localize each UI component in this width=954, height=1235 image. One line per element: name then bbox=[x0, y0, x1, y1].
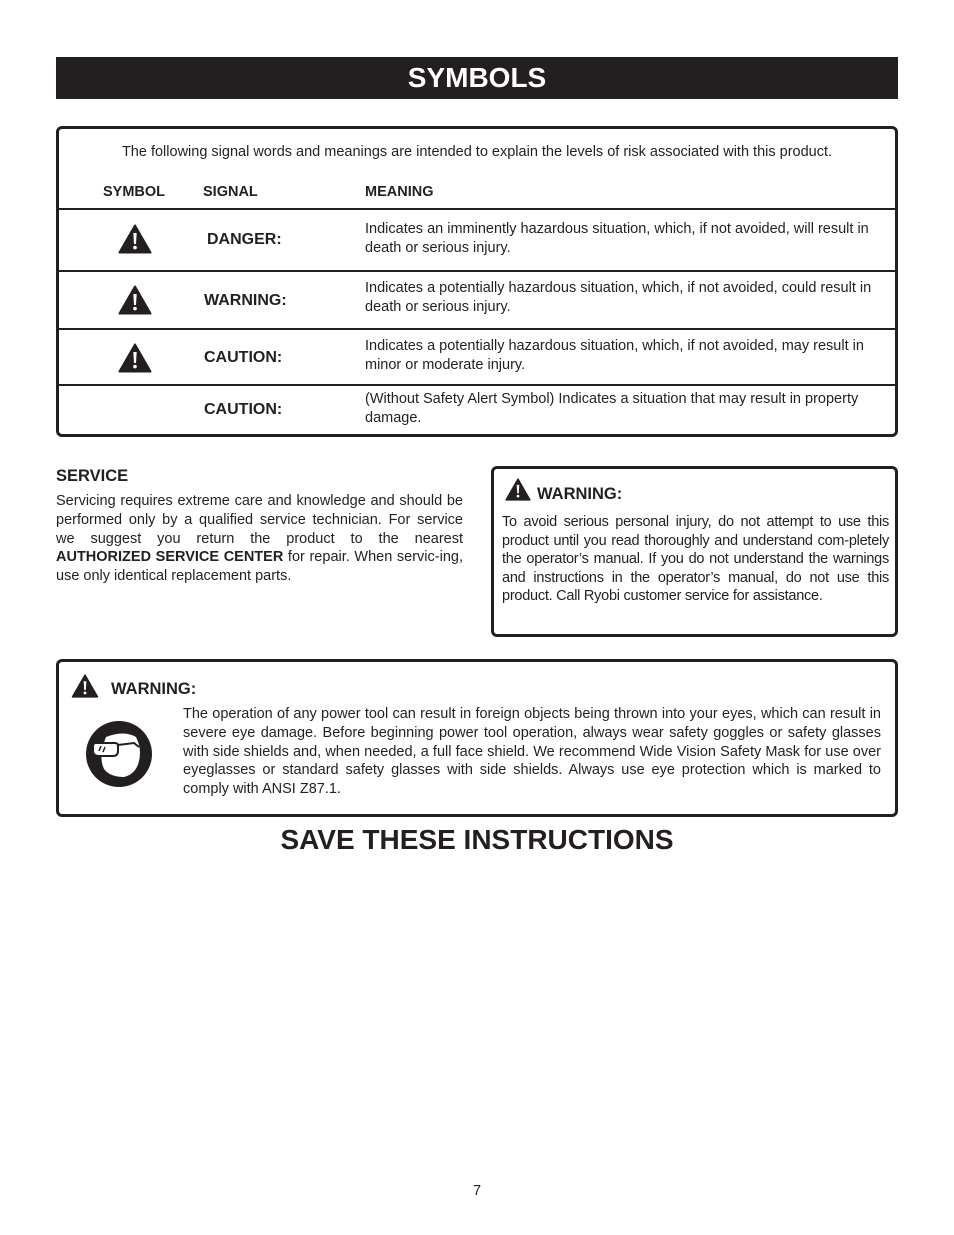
service-warning-box bbox=[491, 466, 898, 637]
signal-warning: WARNING: bbox=[204, 292, 287, 309]
signal-danger: DANGER: bbox=[207, 231, 282, 248]
service-text-end: for repair. When servic-ing, use only identical replacement parts. bbox=[56, 549, 463, 585]
signal-caution: CAUTION: bbox=[204, 349, 283, 366]
service-text-bold: AUTHORIZED SERVICE CENTER bbox=[56, 549, 284, 566]
safety-alert-icon bbox=[505, 478, 531, 501]
column-header-symbol: SYMBOL bbox=[103, 184, 166, 200]
meaning-caution-no-symbol: (Without Safety Alert Symbol) Indicates a situation that may result in property damage. bbox=[365, 391, 859, 426]
page-number: 7 bbox=[472, 1183, 482, 1199]
eye-warning-title: WARNING: bbox=[111, 680, 197, 698]
service-heading: SERVICE bbox=[56, 467, 129, 485]
table-row-caution bbox=[59, 328, 895, 384]
safety-glasses-icon bbox=[84, 719, 154, 789]
meaning-warning: Indicates a potentially hazardous situation, which, if not avoided, could result in death or serious injury. bbox=[365, 280, 872, 315]
service-warning-text: To avoid serious personal injury, do not attempt to use this product until you read thoroughly and understand com-pletely the operator’s manual. If you do not understand the warnings and instructions in the operator’s manual, do not use this product. Call Ryobi customer service for assistance. bbox=[502, 514, 889, 605]
safety-alert-icon bbox=[118, 343, 152, 373]
meaning-danger: Indicates an imminently hazardous situation, which, if not avoided, will result in death or serious injury. bbox=[365, 221, 869, 256]
column-header-signal: SIGNAL bbox=[203, 184, 258, 200]
meaning-caution: Indicates a potentially hazardous situation, which, if not avoided, may result in minor or moderate injury. bbox=[365, 338, 864, 373]
safety-alert-icon bbox=[71, 674, 99, 698]
service-warning-title: WARNING: bbox=[537, 485, 623, 503]
service-text bbox=[56, 492, 463, 586]
eye-warning-box bbox=[56, 659, 898, 817]
column-header-meaning: MEANING bbox=[365, 184, 434, 200]
eye-warning-text: The operation of any power tool can result in foreign objects being thrown into your eyes, which can result in severe eye damage. Before beginning power tool operation, always wear safety goggles or safety glasses with side shields and, when needed, a full face shield. We recommend Wide Vision Safety Mask for use over eyeglasses or standard safety glasses with side shields. Always use eye protection which is marked to comply with ANSI Z87.1. bbox=[183, 706, 881, 798]
symbols-table bbox=[56, 126, 898, 437]
table-row-caution-no-symbol bbox=[59, 384, 895, 434]
signal-caution-no-symbol: CAUTION: bbox=[204, 401, 283, 418]
save-instructions-heading: SAVE THESE INSTRUCTIONS bbox=[280, 824, 674, 855]
safety-alert-icon bbox=[118, 224, 152, 254]
symbols-intro: The following signal words and meanings are intended to explain the levels of risk associated with this product. bbox=[121, 144, 833, 160]
table-row-danger bbox=[59, 208, 895, 270]
service-text-start: Servicing requires extreme care and knowledge and should be performed only by a qualified service technician. For service we suggest you return the product to the nearest bbox=[56, 493, 463, 547]
page-title: SYMBOLS bbox=[56, 57, 898, 99]
table-row-warning bbox=[59, 270, 895, 328]
safety-alert-icon bbox=[118, 285, 152, 315]
